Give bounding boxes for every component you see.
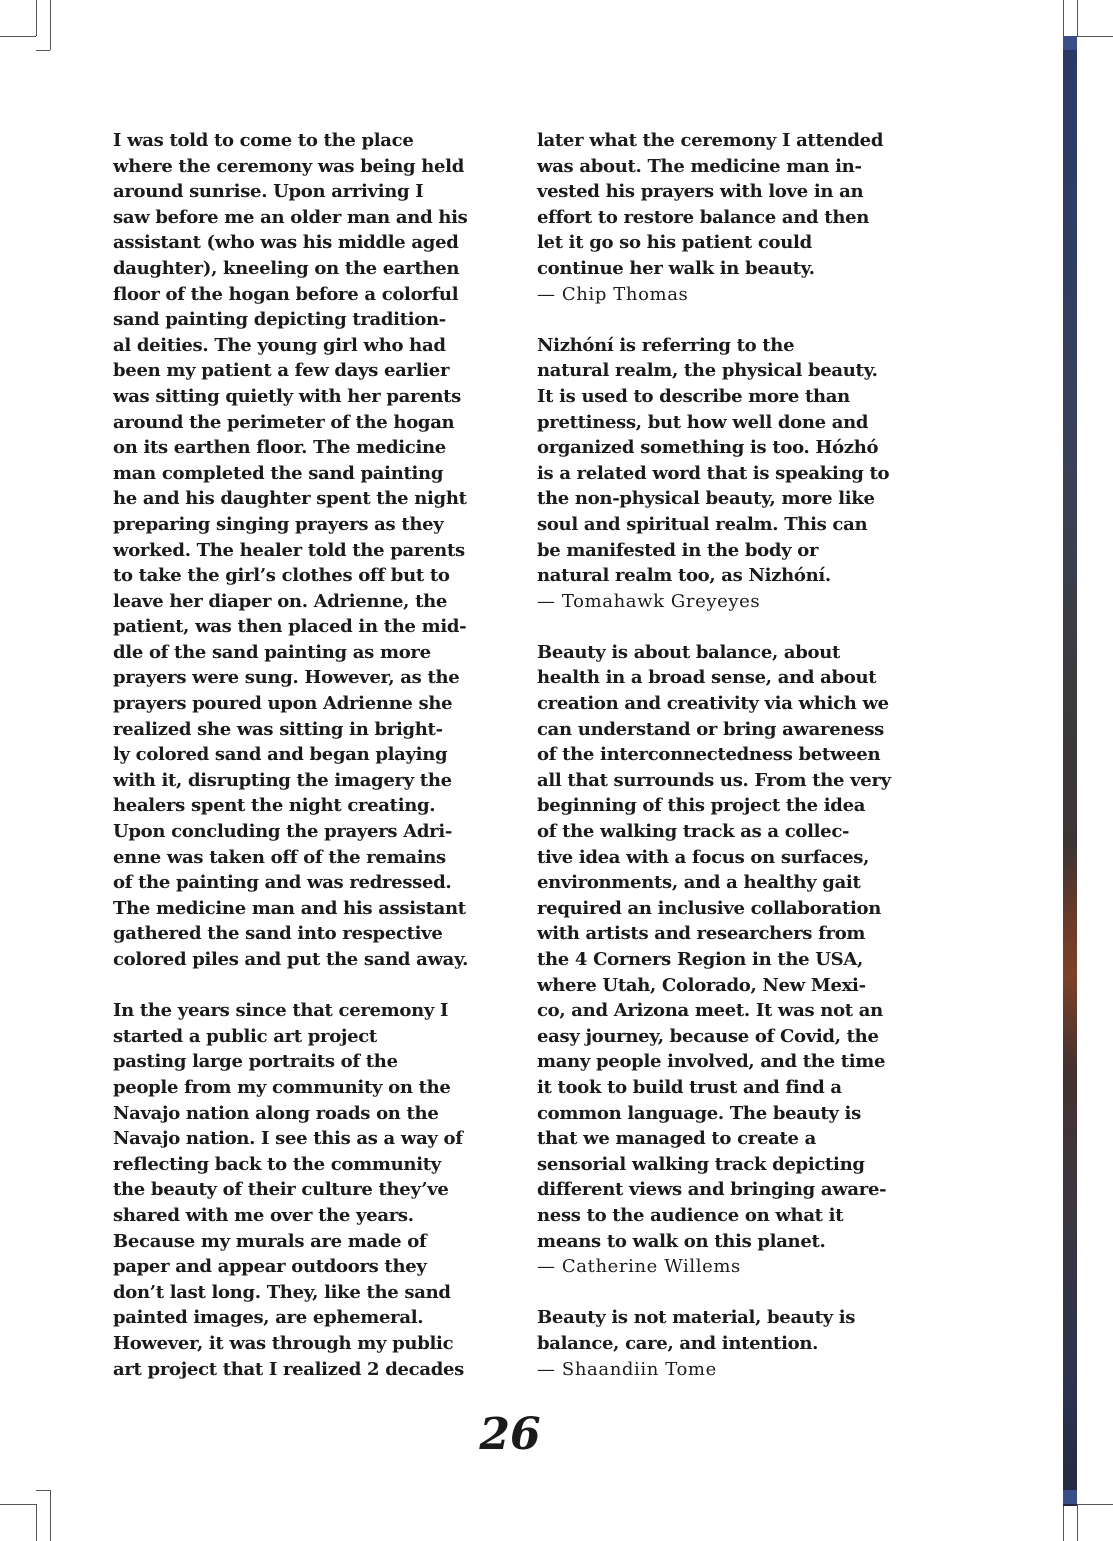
text-line: Upon concluding the prayers Adri- <box>113 821 453 843</box>
text-line: with artists and researchers from <box>537 923 866 945</box>
text-line: ness to the audience on what it <box>537 1204 844 1226</box>
text-line: to take the girl’s clothes off but to <box>113 565 450 587</box>
text-line: realized she was sitting in bright- <box>113 718 443 740</box>
text-line: vested his prayers with love in an <box>537 181 864 203</box>
text-line: Beauty is not material, beauty is <box>537 1307 856 1329</box>
text-line: later what the ceremony I attended <box>537 130 884 151</box>
text-line: common language. The beauty is <box>537 1102 861 1124</box>
crop-mark-bottom-left-h <box>0 1504 36 1505</box>
crop-mark-top-left-h2 <box>36 50 50 51</box>
text-line: prettiness, but how well done and <box>537 411 869 433</box>
text-line: the 4 Corners Region in the USA, <box>537 949 863 970</box>
crop-mark-top-left-h <box>0 36 36 37</box>
text-line: was about. The medicine man in- <box>537 155 862 177</box>
author-shaandiin-tome: — Shaandiin Tome <box>537 1358 717 1380</box>
text-line: was sitting quietly with her parents <box>113 385 461 407</box>
text-line: enne was taken off of the remains <box>113 846 446 868</box>
crop-mark-top-right-h <box>1077 36 1113 37</box>
text-line: Navajo nation along roads on the <box>113 1102 439 1124</box>
text-line: different views and bringing aware- <box>537 1179 887 1201</box>
text-line: the beauty of their culture they’ve <box>113 1179 449 1201</box>
text-line: I was told to come to the place <box>113 130 414 151</box>
text-line: natural realm too, as Nizhóní. <box>537 565 831 587</box>
right-text-column <box>537 128 927 1382</box>
quote-chip-thomas-continued <box>537 128 927 282</box>
text-line: saw before me an older man and his <box>113 206 468 228</box>
text-line: Beauty is about balance, about <box>537 641 841 663</box>
text-line: the non-physical beauty, more like <box>537 488 875 510</box>
crop-mark-bottom-left-v2 <box>50 1490 51 1541</box>
text-line: daughter), kneeling on the earthen <box>113 257 460 279</box>
text-line: painted images, are ephemeral. <box>113 1307 424 1329</box>
text-line: required an inclusive collaboration <box>537 897 881 919</box>
text-line: around the perimeter of the hogan <box>113 411 455 433</box>
text-line: easy journey, because of Covid, the <box>537 1025 879 1047</box>
text-line: where the ceremony was being held <box>113 155 465 177</box>
text-line: is a related word that is speaking to <box>537 462 890 484</box>
crop-mark-bottom-left-h2 <box>36 1490 50 1491</box>
text-line: health in a broad sense, and about <box>537 667 877 689</box>
text-line: around sunrise. Upon arriving I <box>113 181 424 203</box>
text-line: al deities. The young girl who had <box>113 334 446 356</box>
text-line: continue her walk in beauty. <box>537 257 815 279</box>
left-text-column <box>113 128 498 1382</box>
author-chip-thomas: — Chip Thomas <box>537 283 689 305</box>
crop-mark-bottom-left-v <box>36 1504 37 1541</box>
text-line: that we managed to create a <box>537 1128 816 1150</box>
text-line: effort to restore balance and then <box>537 206 870 228</box>
paragraph-gap <box>537 1280 927 1306</box>
author-tomahawk-greyeyes: — Tomahawk Greyeyes <box>537 590 761 612</box>
text-line: healers spent the night creating. <box>113 795 436 817</box>
text-line: of the walking track as a collec- <box>537 821 850 843</box>
author-catherine-willems: — Catherine Willems <box>537 1256 741 1278</box>
text-line: organized something is too. Hózhó <box>537 437 879 459</box>
text-line: paper and appear outdoors they <box>113 1256 427 1278</box>
text-line: co, and Arizona meet. It was not an <box>537 1000 883 1022</box>
quote-nizhoni <box>537 333 927 589</box>
crop-mark-bottom-right-v2 <box>1063 1504 1064 1541</box>
text-line: colored piles and put the sand away. <box>113 949 469 970</box>
crop-mark-bottom-right-v <box>1077 1504 1078 1541</box>
text-line: been my patient a few days earlier <box>113 360 450 382</box>
text-line: balance, care, and intention. <box>537 1332 819 1354</box>
paragraph-ceremony <box>113 128 498 973</box>
text-line: prayers were sung. However, as the <box>113 667 460 689</box>
paragraph-public-art <box>113 998 498 1382</box>
text-line: people from my community on the <box>113 1076 451 1098</box>
text-line: don’t last long. They, like the sand <box>113 1281 451 1303</box>
paragraph-gap <box>537 614 927 640</box>
crop-mark-top-right-v <box>1077 0 1078 36</box>
text-line: worked. The healer told the parents <box>113 539 465 561</box>
text-line: he and his daughter spent the night <box>113 488 467 510</box>
crop-mark-top-right-v2 <box>1063 0 1064 36</box>
text-line: It is used to describe more than <box>537 385 850 407</box>
text-line: many people involved, and the time <box>537 1051 886 1073</box>
paragraph-gap <box>113 973 498 999</box>
quote-beauty-not-material <box>537 1305 927 1356</box>
text-line: assistant (who was his middle aged <box>113 232 459 254</box>
text-line: sand painting depicting tradition- <box>113 309 446 331</box>
text-line: In the years since that ceremony I <box>113 1000 449 1022</box>
text-line: it took to build trust and find a <box>537 1076 842 1098</box>
crop-mark-bottom-right-h <box>1077 1504 1113 1505</box>
bleed-corner-bottom <box>1063 1490 1077 1504</box>
text-line: tive idea with a focus on surfaces, <box>537 846 870 868</box>
text-line: of the interconnectedness between <box>537 744 881 766</box>
text-line: The medicine man and his assistant <box>113 897 466 919</box>
text-line: floor of the hogan before a colorful <box>113 283 459 305</box>
text-line: man completed the sand painting <box>113 462 444 484</box>
text-line: means to walk on this planet. <box>537 1230 826 1252</box>
text-line: creation and creativity via which we <box>537 693 889 715</box>
page-number: 26 <box>479 1409 541 1460</box>
text-line: art project that I realized 2 decades <box>113 1358 464 1380</box>
text-line: However, it was through my public <box>113 1332 454 1354</box>
text-line: Because my murals are made of <box>113 1230 427 1252</box>
text-line: where Utah, Colorado, New Mexi- <box>537 974 866 996</box>
text-line: preparing singing prayers as they <box>113 513 444 535</box>
text-line: prayers poured upon Adrienne she <box>113 693 453 715</box>
color-bleed-strip <box>1063 36 1077 1506</box>
text-line: be manifested in the body or <box>537 539 819 561</box>
text-line: can understand or bring awareness <box>537 718 884 740</box>
text-line: let it go so his patient could <box>537 232 812 254</box>
text-line: Navajo nation. I see this as a way of <box>113 1128 463 1150</box>
text-line: gathered the sand into respective <box>113 923 443 945</box>
text-line: Nizhóní is referring to the <box>537 334 795 356</box>
text-line: sensorial walking track depicting <box>537 1153 865 1175</box>
text-line: natural realm, the physical beauty. <box>537 360 878 382</box>
text-line: soul and spiritual realm. This can <box>537 513 868 535</box>
quote-beauty-balance <box>537 640 927 1254</box>
paragraph-gap <box>537 307 927 333</box>
bleed-corner-top <box>1063 36 1077 50</box>
text-line: beginning of this project the idea <box>537 795 866 817</box>
text-line: started a public art project <box>113 1025 377 1047</box>
text-line: environments, and a healthy gait <box>537 872 861 894</box>
text-line: dle of the sand painting as more <box>113 641 431 663</box>
text-line: all that surrounds us. From the very <box>537 769 891 791</box>
crop-mark-top-left-v2 <box>50 0 51 50</box>
crop-mark-top-left-v <box>36 0 37 36</box>
text-line: on its earthen floor. The medicine <box>113 437 446 459</box>
text-line: patient, was then placed in the mid- <box>113 616 467 638</box>
text-line: leave her diaper on. Adrienne, the <box>113 590 448 612</box>
text-line: with it, disrupting the imagery the <box>113 769 452 791</box>
text-line: of the painting and was redressed. <box>113 872 452 894</box>
text-line: reflecting back to the community <box>113 1153 441 1175</box>
text-line: pasting large portraits of the <box>113 1051 398 1073</box>
text-line: ly colored sand and began playing <box>113 744 448 766</box>
text-line: shared with me over the years. <box>113 1204 414 1226</box>
